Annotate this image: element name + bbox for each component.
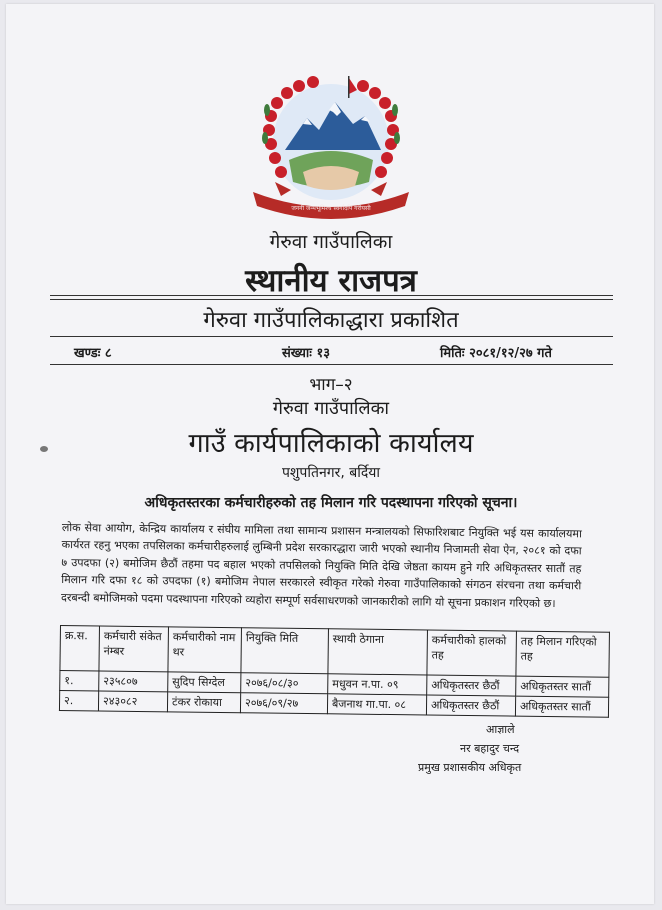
header-divider	[50, 295, 613, 296]
meta-divider-bottom	[50, 364, 613, 365]
cell-address: बैजनाथ गा.पा. ०८	[327, 694, 426, 715]
section-municipality: गेरुवा गाउँपालिका	[272, 398, 390, 419]
cell-code: २४३०८२	[98, 691, 167, 712]
order-label: आज्ञाले	[486, 723, 515, 736]
col-adjusted-level: तह मिलान गरिएको तह	[516, 631, 610, 677]
municipality-name: गेरुवा गाउँपालिका	[269, 231, 393, 253]
office-address: पशुपतिनगर, बर्दिया	[281, 465, 381, 481]
cell-adjusted-level: अधिकृतस्तर सातौं	[515, 696, 608, 717]
col-current-level: कर्मचारीको हालको तह	[427, 630, 517, 676]
col-name: कर्मचारीको नाम थर	[168, 627, 242, 673]
col-address: स्थायी ठेगाना	[328, 629, 428, 675]
notice-body: लोक सेवा आयोग, केन्द्रिय कार्यालय र संघीय मामिला तथा सामान्य प्रशासन मन्त्रालयको सिफारिशबाट नियुक्ति भई यस कार्यालयमा कार्यरत रहनु भएका तपसिलका कर्मचारीहरुलाई लुम्बिनी प्रदेश सरकारद्धारा जारी भएको स्थानीय निजामती सेवा ऐन, २०८१ को दफा ७ उपदफा (२) बमोजिम छैठौं तहमा पद बहाल भएको तपसिलको नियुक्ति मिति देखि जेष्ठता कायम हुने गरि अधिकृतस्तर सातौं तह मिलान गरि दफा १८ को उपदफा (१) बमोजिम नेपाल सरकारले स्वीकृत गरेको गेरुवा गाउँपालिकाको संगठन संरचना तथा कर्मचारी दरबन्दी बमोजिमको पदमा पदस्थापना गरिएको व्यहोरा सम्पूर्ण सर्वसाधरणको जानकारीको लागि यो सूचना प्रकाशन गरिएको छ।	[60, 520, 582, 610]
cell-name: टंकर रोकाया	[167, 692, 240, 713]
col-serial: क्र.स.	[60, 626, 100, 671]
signatory-name: नर बहादुर चन्द	[460, 742, 520, 755]
publication-date: मितिः २०८१/१२/२७ गते	[440, 346, 552, 361]
cell-current-level: अधिकृतस्तर छैठौं	[426, 695, 515, 716]
office-title: गाउँ कार्यपालिकाको कार्यालय	[188, 428, 474, 459]
cell-appoint-date: २०७६/०९/२७	[240, 693, 327, 714]
cell-appoint-date: २०७६/०८/३०	[241, 673, 328, 694]
col-code: कर्मचारी संकेत नंम्बर	[99, 626, 169, 672]
cell-adjusted-level: अधिकृतस्तर सातौं	[516, 676, 609, 697]
cell-address: मधुवन न.पा. ०९	[328, 674, 427, 695]
personnel-table	[59, 625, 610, 718]
issue-number: संख्याः १३	[282, 346, 330, 361]
scan-smudge	[40, 446, 48, 452]
header-divider	[50, 299, 613, 300]
cell-serial: २.	[59, 691, 98, 711]
notice-subject: अधिकृतस्तरका कर्मचारीहरुको तह मिलान गरि पदस्थापना गरिएको सूचना।	[144, 495, 518, 511]
emblem-motto: जननी जन्मभूमिश्च स्वर्गादपि गरीयसी	[291, 205, 371, 212]
meta-divider-top	[50, 336, 613, 337]
table-header-row	[60, 626, 610, 678]
gazette-title: स्थानीय राजपत्र	[245, 263, 417, 299]
cell-serial: १.	[60, 671, 99, 691]
part-label: भाग–२	[309, 375, 353, 395]
cell-name: सुदिप सिग्देल	[168, 672, 241, 693]
volume-label: खण्डः ८	[74, 346, 112, 361]
cell-code: २३५८०७	[99, 671, 168, 692]
cell-current-level: अधिकृतस्तर छैठौं	[427, 675, 516, 696]
signatory-designation: प्रमुख प्रशासकीय अधिकृत	[418, 761, 522, 774]
col-appoint-date: नियुक्ति मिति	[241, 628, 329, 674]
published-by: गेरुवा गाउँपालिकाद्धारा प्रकाशित	[203, 308, 459, 333]
